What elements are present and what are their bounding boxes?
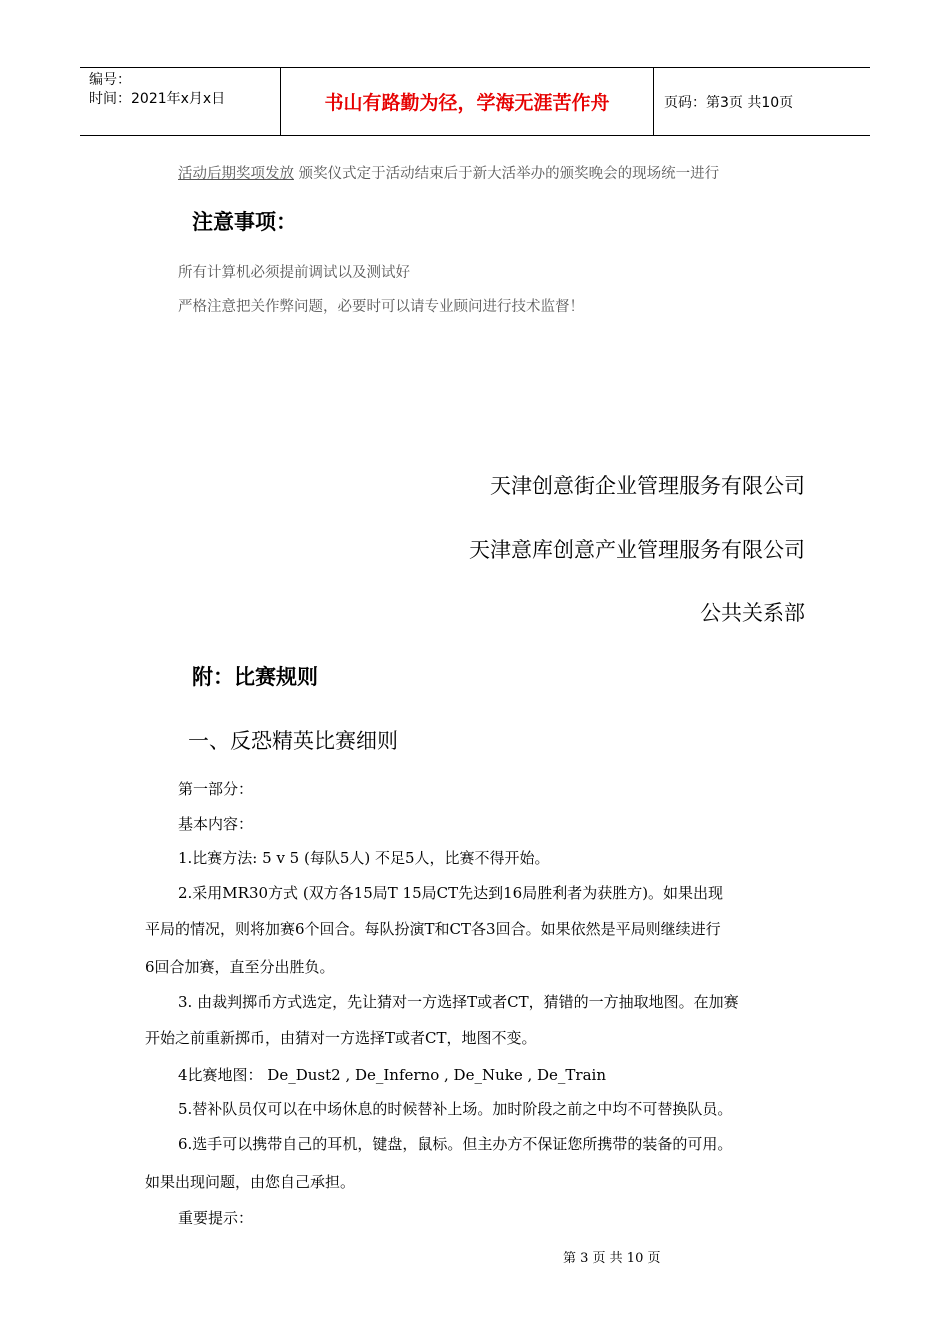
section-heading: 一、反恐精英比赛细则 [188,729,398,753]
rule-line: 5.替补队员仅可以在中场休息的时候替补上场。加时阶段之前之中均不可替换队员。 [178,1100,733,1118]
rule-line: 6.选手可以携带自己的耳机，键盘，鼠标。但主办方不保证您所携带的装备的可用。 [178,1135,733,1153]
rule-line: 2.采用MR30方式 (双方各15局T 15局CT先达到16局胜利者为获胜方)。如果出现 [178,884,724,902]
note-item: 严格注意把关作弊问题，必要时可以请专业顾问进行技术监督！ [178,299,584,315]
header-meta [80,68,281,135]
basic-label: 基本内容： [178,815,254,833]
document-number-label: 编号： [89,72,131,88]
company-name-1: 天津创意街企业管理服务有限公司 [490,474,805,498]
page-footer: 第 3 页 共 10 页 [563,1251,661,1266]
company-name-2: 天津意库创意产业管理服务有限公司 [469,538,805,562]
header-page-info: 页码：第3页 共10页 [664,94,794,111]
award-text: 颁奖仪式定于活动结束后于新大活举办的颁奖晚会的现场统一进行 [298,166,720,182]
department-name: 公共关系部 [700,601,805,625]
rule-line: 平局的情况，则将加赛6个回合。每队扮演T和CT各3回合。如果依然是平局则继续进行 [145,920,721,938]
rule-line: 4比赛地图： De_Dust2 , De_Inferno , De_Nuke , De_Train [178,1066,606,1084]
document-date: 时间：2021年x月x日 [89,91,226,107]
rule-line: 重要提示： [178,1209,254,1227]
header-motto: 书山有路勤为径，学海无涯苦作舟 [281,68,654,135]
rule-line: 如果出现问题，由您自己承担。 [145,1173,356,1191]
award-title: 活动后期奖项发放 [178,166,294,182]
note-item: 所有计算机必须提前调试以及测试好 [178,265,410,281]
rule-line: 1.比赛方法: 5 v 5 (每队5人) 不足5人，比赛不得开始。 [178,849,550,867]
award-line [178,162,719,183]
rule-line: 3. 由裁判掷币方式选定，先让猜对一方选择T或者CT，猜错的一方抽取地图。在加赛 [178,993,739,1011]
page-header [80,67,870,136]
appendix-heading: 附：比赛规则 [192,665,318,689]
rule-line: 6回合加赛，直至分出胜负。 [145,958,335,976]
rule-line: 开始之前重新掷币，由猜对一方选择T或者CT，地图不变。 [145,1029,537,1047]
notes-heading: 注意事项： [192,210,297,234]
part-label: 第一部分： [178,780,254,798]
